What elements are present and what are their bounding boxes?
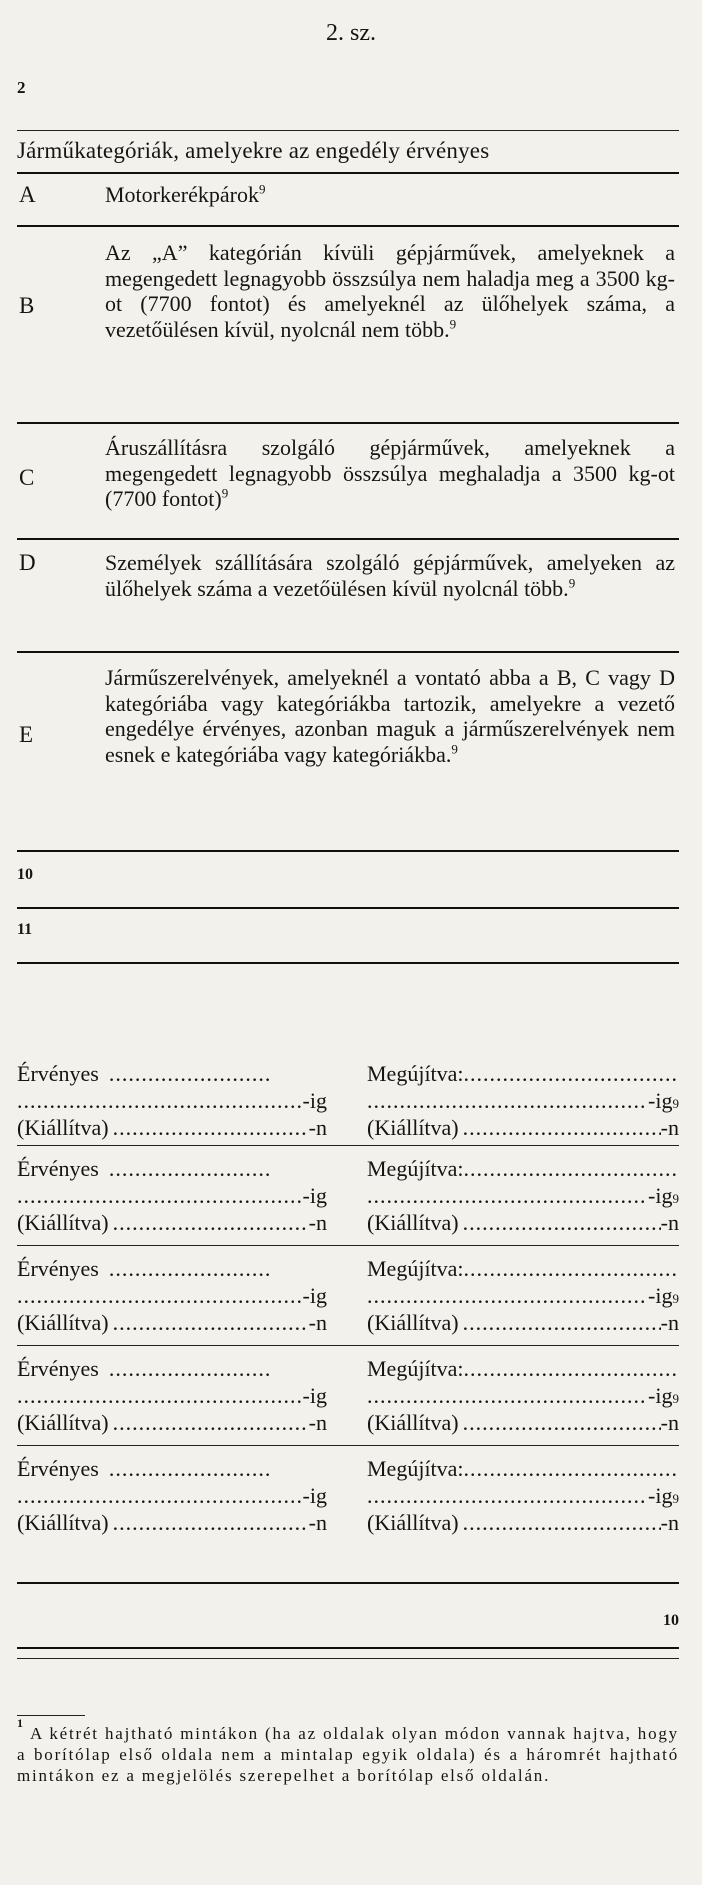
footnote-ref: 9	[451, 741, 458, 757]
valid-label: Érvényes	[17, 1156, 99, 1181]
issued-label: (Kiállítva)	[17, 1115, 109, 1140]
fill-dots	[17, 1282, 303, 1309]
valid-until: -ig	[302, 1283, 327, 1308]
footnote-ref: 9	[568, 575, 576, 591]
issued-suffix: -n	[308, 1310, 327, 1335]
fill-dots	[463, 1509, 661, 1536]
category-text-b: Az „A” kategórián kívüli gépjárművek, amelyeknek a megengedett legnagyobb összsúlya nem haladja meg a 3500 kg-ot (7700 fontot) és amelyeknél az ülőhelyek száma, a vezetőülésen kívül, nyolcnál nem több.$^9$	[105, 240, 675, 342]
rule	[17, 225, 679, 227]
rule	[17, 172, 679, 174]
footnote-ref: 9	[449, 316, 457, 332]
fill-dots	[109, 1060, 269, 1087]
validity-left	[17, 1155, 327, 1236]
rule	[17, 538, 679, 540]
fill-dots	[367, 1087, 648, 1114]
fill-dots	[113, 1309, 309, 1336]
issued-label: (Kiállítva)	[17, 1310, 109, 1335]
validity-left	[17, 1255, 327, 1336]
valid-label: Érvényes	[17, 1456, 99, 1481]
issued-label: (Kiállítva)	[367, 1510, 459, 1535]
fill-dots	[367, 1282, 648, 1309]
fill-dots	[113, 1209, 309, 1236]
fill-dots	[17, 1382, 303, 1409]
fill-dots	[113, 1114, 309, 1141]
issued-suffix: -n	[308, 1115, 327, 1140]
rule	[17, 962, 679, 964]
rule	[17, 850, 679, 852]
fill-dots	[109, 1255, 269, 1282]
issued-suffix: -n	[660, 1210, 679, 1235]
valid-label: Érvényes	[17, 1061, 99, 1086]
category-text-c: Áruszállításra szolgáló gépjárművek, amelyeknek a megengedett legnagyobb összsúlya meghaladja a 3500 kg-ot (7700 fontot)$^9$	[105, 435, 675, 511]
renewed-label: Megújítva:	[367, 1156, 464, 1181]
renewed-label: Megújítva:	[367, 1061, 464, 1086]
issued-label: (Kiállítva)	[17, 1210, 109, 1235]
fill-dots	[109, 1455, 269, 1482]
rule	[17, 422, 679, 424]
issued-suffix: -n	[660, 1510, 679, 1535]
category-letter-a: A	[19, 182, 36, 207]
fill-dots	[464, 1155, 679, 1182]
rule	[17, 1345, 679, 1346]
footnote-mark: 1	[17, 1716, 25, 1730]
validity-right: Megújítva: ..... ..... -ig 9 (Kiállítva) ..... -n	[367, 1455, 679, 1536]
valid-until: -ig	[302, 1483, 327, 1508]
fill-dots	[17, 1482, 303, 1509]
fill-dots	[367, 1482, 648, 1509]
fill-dots	[464, 1060, 679, 1087]
fill-dots	[464, 1455, 679, 1482]
rule	[17, 651, 679, 653]
valid-until: -ig	[302, 1088, 327, 1113]
rule	[17, 907, 679, 909]
rule	[17, 1445, 679, 1446]
issued-label: (Kiállítva)	[17, 1410, 109, 1435]
footnote-ref: 9	[258, 181, 266, 197]
fill-dots	[113, 1409, 309, 1436]
valid-label: Érvényes	[17, 1256, 99, 1281]
fill-dots	[17, 1087, 303, 1114]
page-number: 2	[17, 78, 26, 97]
category-letter-d: D	[19, 550, 36, 575]
note-number-11: 11	[17, 921, 33, 938]
issued-label: (Kiállítva)	[367, 1410, 459, 1435]
category-text-e: Járműszerelvények, amelyeknél a vontató abba a B, C vagy D kategóriába vagy kategóriákba tartozik, amelyekre a vezető engedélye érvényes, azonban maguk a járműszerelvények nem esnek e kategóriába vagy kategóriákba.$^9$	[105, 665, 675, 767]
rule	[17, 130, 679, 131]
category-text-d: Személyek szállítására szolgáló gépjárművek, amelyeken az ülőhelyek száma a vezetőülésen kívül nyolcnál több.$^9$	[105, 550, 675, 601]
renewed-until: -ig	[648, 1483, 673, 1508]
note-number-10: 10	[17, 866, 33, 883]
issued-suffix: -n	[660, 1410, 679, 1435]
renewed-label: Megújítva:	[367, 1456, 464, 1481]
issued-suffix: -n	[308, 1210, 327, 1235]
rule	[17, 1647, 679, 1649]
fill-dots	[463, 1409, 661, 1436]
fill-dots	[464, 1255, 679, 1282]
validity-right: Megújítva: ..... ..... -ig 9 (Kiállítva) ..... -n	[367, 1060, 679, 1141]
category-text-a: Motorkerékpárok$^9$	[105, 181, 266, 207]
note-number-10-bottom: 10	[663, 1612, 679, 1629]
rule	[17, 1145, 679, 1146]
rule	[17, 1582, 679, 1584]
renewed-until: -ig	[648, 1183, 673, 1208]
valid-until: -ig	[302, 1383, 327, 1408]
footnote-ref: 9	[221, 485, 229, 501]
footnote-text: A kétrét hajtható mintákon (ha az oldalak olyan módon vannak hajtva, hogy a borítólap első oldala nem a mintalap egyik oldala) és a háromrét hajtható mintákon ez a megjelölés szerepelhet a borítólap első oldalán.	[17, 1724, 679, 1785]
issued-suffix: -n	[308, 1410, 327, 1435]
issued-suffix: -n	[660, 1115, 679, 1140]
renewed-until: -ig	[648, 1383, 673, 1408]
issued-label: (Kiállítva)	[367, 1210, 459, 1235]
issued-label: (Kiállítva)	[367, 1310, 459, 1335]
fill-dots	[367, 1382, 648, 1409]
validity-right: Megújítva: ..... ..... -ig 9 (Kiállítva) ..... -n	[367, 1155, 679, 1236]
issued-label: (Kiállítva)	[17, 1510, 109, 1535]
validity-left	[17, 1455, 327, 1536]
issued-suffix: -n	[308, 1510, 327, 1535]
fill-dots	[109, 1155, 269, 1182]
fill-dots	[367, 1182, 648, 1209]
fill-dots	[463, 1309, 661, 1336]
validity-left	[17, 1355, 327, 1436]
issued-label: (Kiállítva)	[367, 1115, 459, 1140]
fill-dots	[17, 1182, 303, 1209]
fill-dots	[109, 1355, 269, 1382]
rule	[17, 1245, 679, 1246]
renewed-until: -ig	[648, 1283, 673, 1308]
category-letter-e: E	[19, 722, 34, 747]
renewed-label: Megújítva:	[367, 1256, 464, 1281]
categories-table-heading: Járműkategóriák, amelyekre az engedély érvényes	[17, 138, 490, 163]
footnote	[17, 1716, 679, 1786]
validity-right: Megújítva: ..... ..... -ig 9 (Kiállítva) ..... -n	[367, 1255, 679, 1336]
fill-dots	[463, 1114, 661, 1141]
valid-label: Érvényes	[17, 1356, 99, 1381]
fill-dots	[113, 1509, 309, 1536]
category-letter-b: B	[19, 293, 35, 318]
renewed-until: -ig	[648, 1088, 673, 1113]
page-header-title: 2. sz.	[326, 20, 376, 46]
issued-suffix: -n	[660, 1310, 679, 1335]
rule	[17, 1658, 679, 1659]
validity-left	[17, 1060, 327, 1141]
valid-until: -ig	[302, 1183, 327, 1208]
category-letter-c: C	[19, 465, 35, 490]
footnote-rule	[17, 1715, 85, 1716]
validity-right: Megújítva: ..... ..... -ig 9 (Kiállítva) ..... -n	[367, 1355, 679, 1436]
fill-dots	[464, 1355, 679, 1382]
fill-dots	[463, 1209, 661, 1236]
renewed-label: Megújítva:	[367, 1356, 464, 1381]
